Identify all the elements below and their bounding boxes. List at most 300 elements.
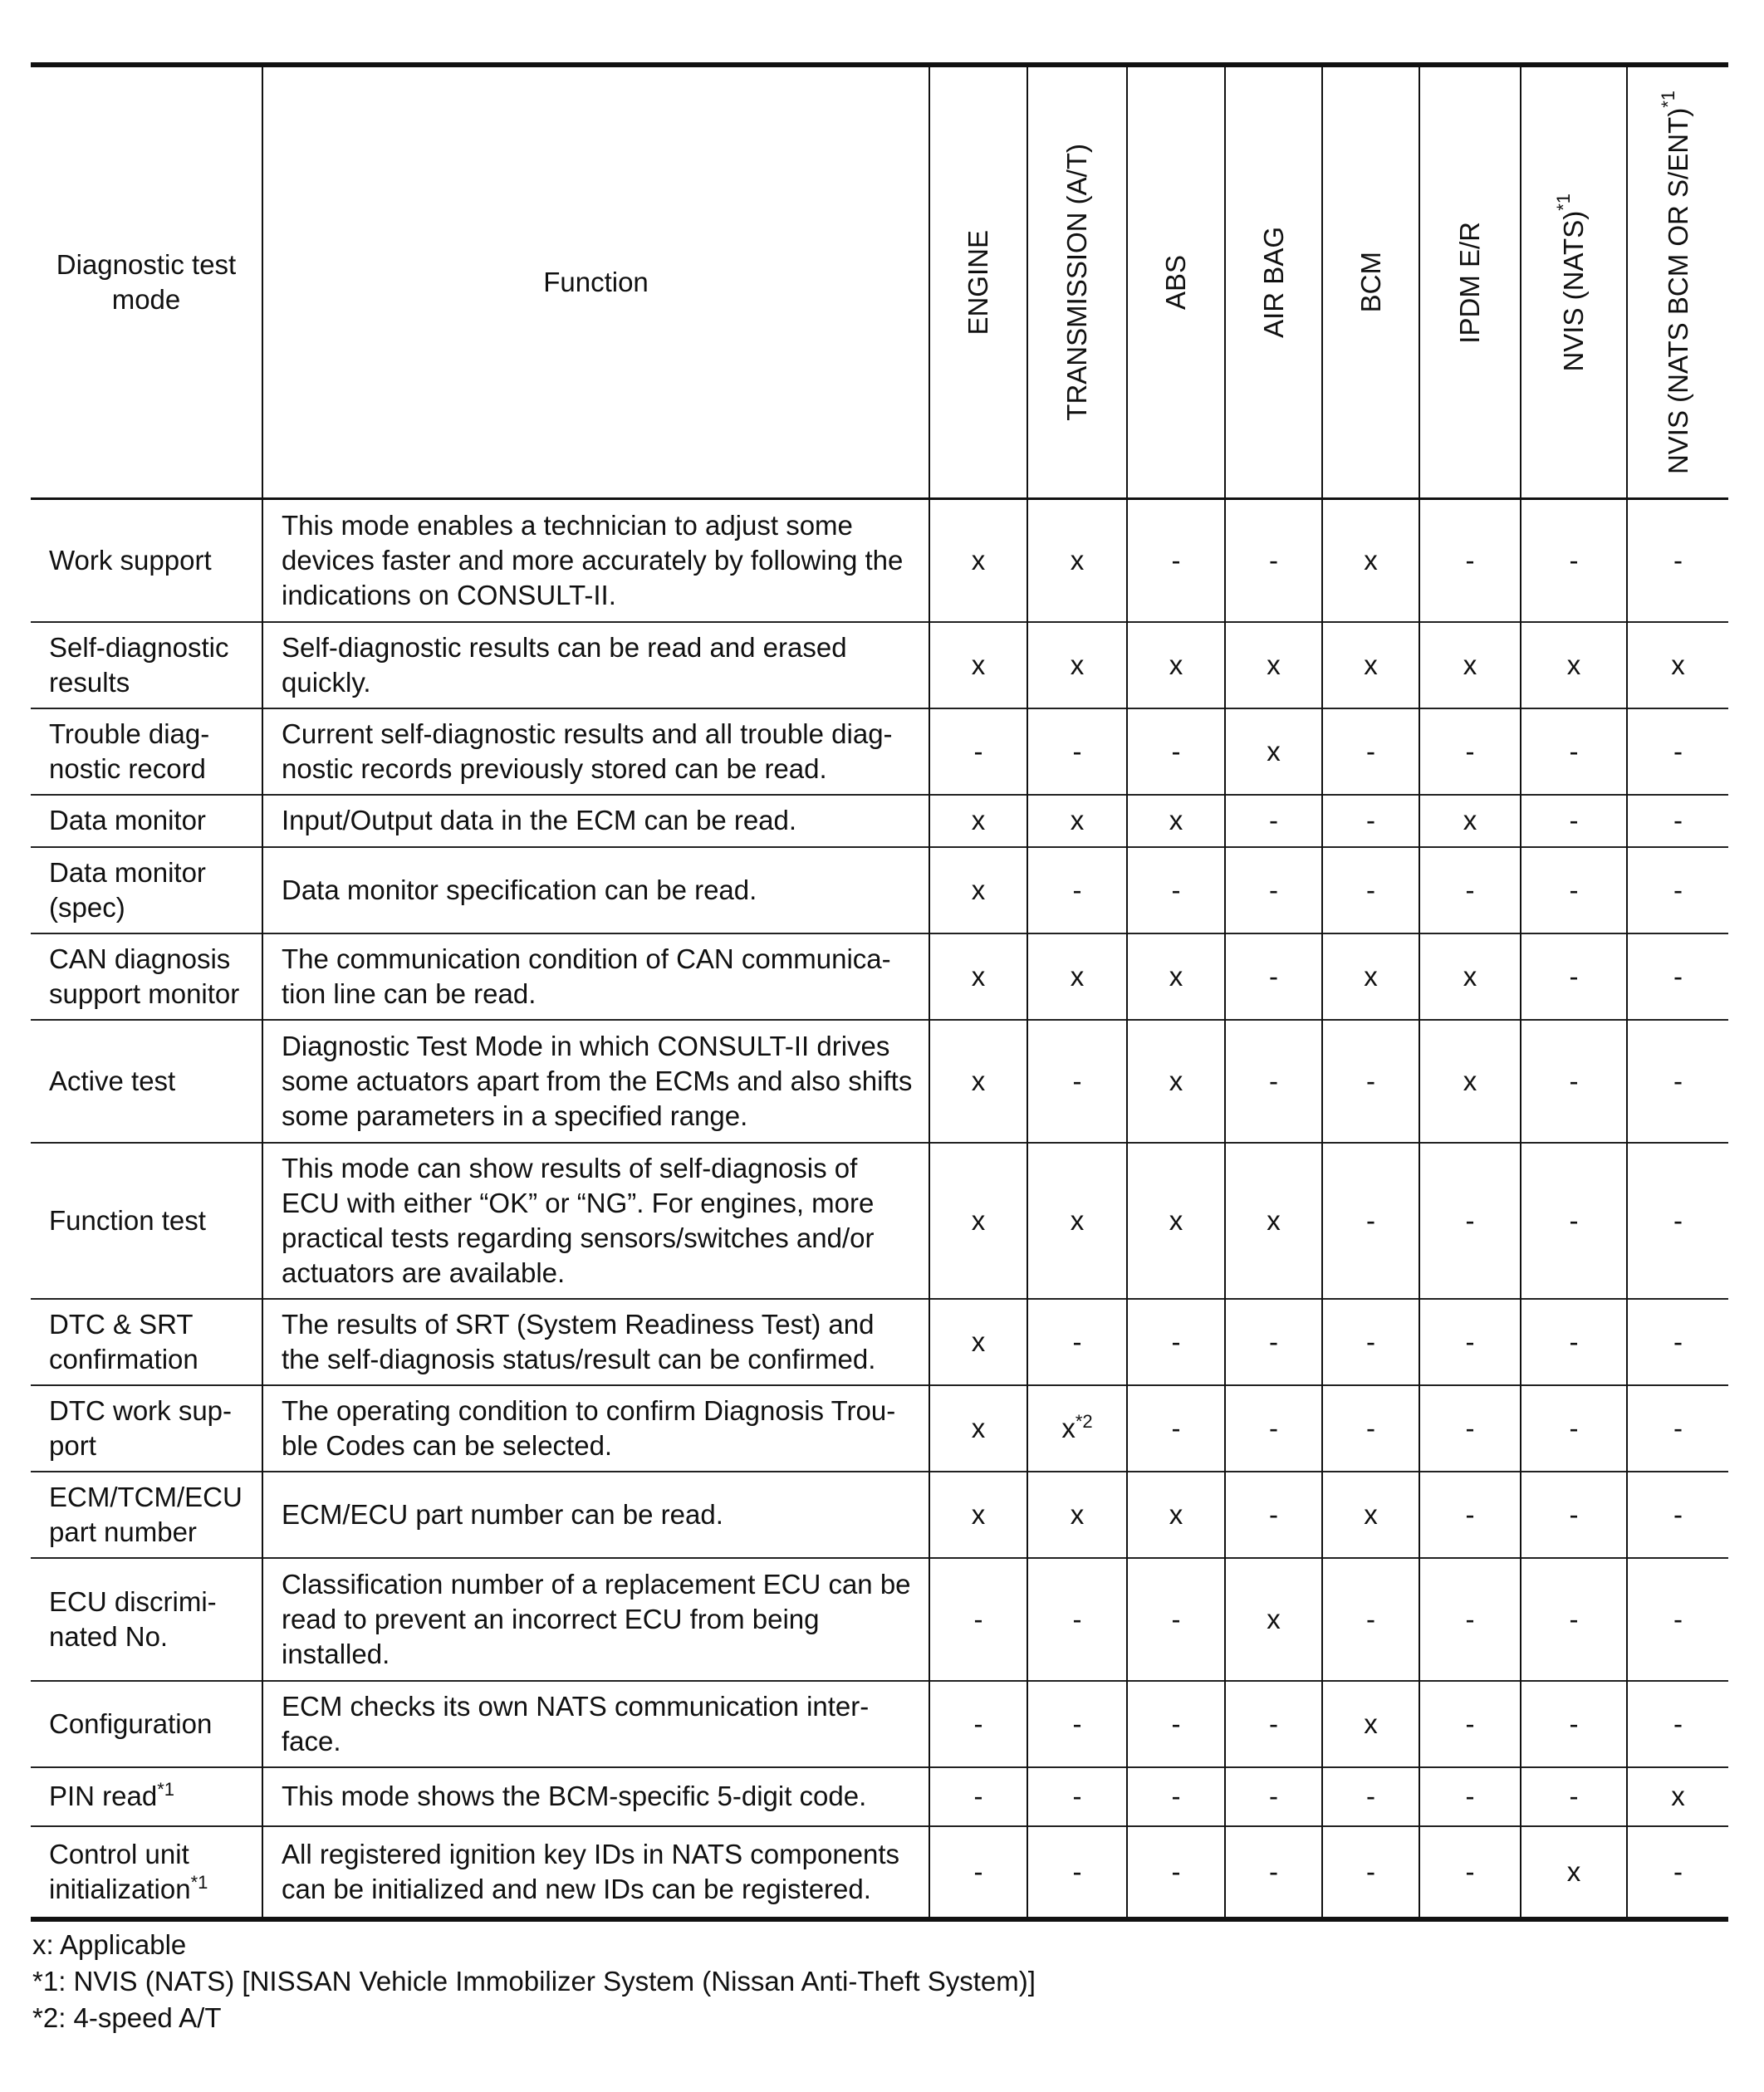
applicability-cell xyxy=(1521,1385,1627,1472)
applicability-mark: x xyxy=(971,1498,986,1530)
applicability-cell xyxy=(1027,1020,1127,1143)
applicability-cell xyxy=(1322,933,1419,1020)
diagnostic-mode-table xyxy=(31,62,1728,1922)
diagnostic-mode-cell xyxy=(31,1020,262,1143)
footnote-marker: *2 xyxy=(1075,1410,1093,1432)
applicability-cell xyxy=(1027,622,1127,708)
applicability-mark: - xyxy=(1465,1855,1475,1887)
applicability-mark: - xyxy=(1366,1855,1375,1887)
applicability-mark: - xyxy=(1171,874,1181,905)
applicability-cell xyxy=(1225,933,1322,1020)
applicability-mark: - xyxy=(1569,805,1579,835)
applicability-cell xyxy=(1419,1472,1521,1558)
header-label-wrap xyxy=(1628,67,1728,497)
document xyxy=(31,62,1728,2036)
footnotes xyxy=(31,1927,1728,2036)
footnote-marker: *1 xyxy=(190,1871,208,1893)
applicability-mark: - xyxy=(1569,1781,1579,1811)
header-label-wrap xyxy=(1521,67,1626,497)
applicability-cell xyxy=(1027,1767,1127,1826)
table-row xyxy=(31,499,1728,622)
applicability-cell xyxy=(1225,1681,1322,1767)
applicability-mark: - xyxy=(1072,735,1082,767)
applicability-cell xyxy=(1322,708,1419,795)
table-row xyxy=(31,1299,1728,1385)
diagnostic-mode-cell xyxy=(31,1558,262,1681)
applicability-mark: x xyxy=(1267,735,1281,767)
header-label-wrap xyxy=(1323,67,1419,497)
footnote-line: *2: 4-speed A/T xyxy=(32,2001,222,2033)
applicability-mark: - xyxy=(1673,1065,1683,1096)
applicability-mark: x xyxy=(1364,544,1378,576)
applicability-cell xyxy=(1127,1143,1225,1299)
applicability-mark: - xyxy=(1366,874,1375,905)
applicability-cell xyxy=(1627,1385,1728,1472)
applicability-cell xyxy=(1127,499,1225,622)
applicability-cell xyxy=(1627,499,1728,622)
applicability-mark: - xyxy=(1465,1781,1475,1811)
applicability-cell xyxy=(929,499,1027,622)
header-system-nvis-nats-bcm-or-s-ent xyxy=(1627,65,1728,499)
header-label-wrap xyxy=(1028,67,1126,497)
diagnostic-mode-cell xyxy=(31,847,262,933)
header-system-label xyxy=(1257,227,1291,338)
applicability-mark: x xyxy=(1671,1781,1685,1811)
applicability-mark: x xyxy=(971,1412,986,1443)
applicability-mark: - xyxy=(1673,735,1683,767)
applicability-cell xyxy=(1627,1020,1728,1143)
applicability-mark: x xyxy=(1364,1707,1378,1739)
function-cell: The operating condition to confirm Diagnosis Trou-ble Codes can be selected. xyxy=(262,1385,929,1472)
applicability-mark: - xyxy=(1465,1603,1475,1634)
applicability-mark: - xyxy=(1569,874,1579,905)
diagnostic-mode-cell xyxy=(31,795,262,847)
header-system-label xyxy=(1657,90,1696,475)
applicability-mark: - xyxy=(1171,1325,1181,1357)
table-row xyxy=(31,622,1728,708)
applicability-cell xyxy=(929,1143,1027,1299)
applicability-mark: - xyxy=(973,1603,983,1634)
diagnostic-mode-text: PIN read xyxy=(49,1781,158,1811)
applicability-cell xyxy=(1419,1143,1521,1299)
applicability-cell xyxy=(1225,1143,1322,1299)
applicability-mark: - xyxy=(1171,544,1181,576)
applicability-cell xyxy=(1322,795,1419,847)
applicability-cell xyxy=(929,1681,1027,1767)
diagnostic-mode-text: Configuration xyxy=(49,1707,213,1739)
diagnostic-mode-text: Self-diagnostic results xyxy=(49,631,229,698)
applicability-mark: x xyxy=(971,960,986,992)
table-row xyxy=(31,1681,1728,1767)
applicability-cell xyxy=(1322,1767,1419,1826)
applicability-mark: - xyxy=(973,1781,983,1811)
applicability-cell xyxy=(1419,933,1521,1020)
applicability-mark: - xyxy=(1673,960,1683,992)
diagnostic-mode-cell xyxy=(31,499,262,622)
diagnostic-mode-text: DTC & SRT confirmation xyxy=(49,1308,198,1374)
header-label-wrap xyxy=(1226,67,1321,497)
applicability-cell xyxy=(1225,499,1322,622)
header-system-text: ENGINE xyxy=(963,229,993,336)
header-system-text: BCM xyxy=(1355,252,1386,313)
applicability-cell xyxy=(929,1767,1027,1826)
applicability-cell xyxy=(1521,1472,1627,1558)
applicability-mark: - xyxy=(1269,1498,1278,1530)
diagnostic-mode-cell xyxy=(31,622,262,708)
applicability-mark: x xyxy=(1070,649,1085,680)
applicability-cell xyxy=(1419,708,1521,795)
applicability-mark: - xyxy=(1673,1707,1683,1739)
applicability-cell xyxy=(1027,1385,1127,1472)
header-system-abs xyxy=(1127,65,1225,499)
function-cell: Input/Output data in the ECM can be read. xyxy=(262,795,929,847)
applicability-mark: - xyxy=(973,735,983,767)
applicability-mark: - xyxy=(1569,1065,1579,1096)
applicability-cell xyxy=(1027,499,1127,622)
header-system-text: ABS xyxy=(1160,254,1191,311)
applicability-cell xyxy=(929,1299,1027,1385)
applicability-cell xyxy=(1419,795,1521,847)
footnote-marker: *1 xyxy=(1657,90,1678,108)
applicability-cell xyxy=(1027,1681,1127,1767)
applicability-cell xyxy=(1127,1299,1225,1385)
diagnostic-mode-text: ECM/TCM/ECU part number xyxy=(49,1481,243,1547)
header-system-air-bag xyxy=(1225,65,1322,499)
applicability-mark: - xyxy=(1673,1204,1683,1236)
header-system-label xyxy=(1060,144,1095,421)
applicability-cell xyxy=(929,795,1027,847)
header-system-engine xyxy=(929,65,1027,499)
applicability-cell xyxy=(1627,1767,1728,1826)
header-label-wrap xyxy=(930,67,1027,497)
applicability-cell xyxy=(1127,1472,1225,1558)
table-row xyxy=(31,1826,1728,1919)
applicability-mark: x xyxy=(971,874,986,905)
applicability-cell xyxy=(1127,1385,1225,1472)
applicability-cell xyxy=(1127,933,1225,1020)
applicability-mark: - xyxy=(1569,1603,1579,1634)
applicability-mark: x xyxy=(971,649,986,680)
function-cell: Self-diagnostic results can be read and erased quickly. xyxy=(262,622,929,708)
applicability-mark: x xyxy=(1267,1603,1281,1634)
header-system-text: NVIS (NATS BCM OR S/ENT) xyxy=(1662,107,1693,475)
applicability-cell xyxy=(1127,1681,1225,1767)
applicability-cell xyxy=(1419,1826,1521,1919)
applicability-mark: - xyxy=(1171,1412,1181,1443)
applicability-mark: x xyxy=(1070,1204,1085,1236)
applicability-mark: - xyxy=(1465,1204,1475,1236)
applicability-mark: x xyxy=(1267,649,1281,680)
header-system-ipdm-e-r xyxy=(1419,65,1521,499)
applicability-mark: - xyxy=(973,1707,983,1739)
applicability-cell xyxy=(929,847,1027,933)
applicability-cell xyxy=(1521,622,1627,708)
applicability-mark: x xyxy=(1169,1065,1183,1096)
header-label-wrap xyxy=(1420,67,1520,497)
applicability-mark: - xyxy=(1072,1065,1082,1096)
applicability-cell xyxy=(1322,847,1419,933)
applicability-mark: - xyxy=(1465,874,1475,905)
applicability-cell xyxy=(1521,795,1627,847)
diagnostic-mode-cell xyxy=(31,1767,262,1826)
applicability-mark: - xyxy=(1569,1412,1579,1443)
applicability-mark: x xyxy=(1671,649,1685,680)
applicability-cell xyxy=(1322,622,1419,708)
applicability-mark: - xyxy=(1171,1707,1181,1739)
header-system-label xyxy=(1159,255,1193,310)
header-system-nvis-nats xyxy=(1521,65,1627,499)
applicability-mark: - xyxy=(1366,1781,1375,1811)
applicability-mark: - xyxy=(1269,960,1278,992)
diagnostic-mode-text: Trouble diag-nostic record xyxy=(49,718,210,784)
applicability-cell xyxy=(1127,622,1225,708)
applicability-cell xyxy=(1627,708,1728,795)
applicability-cell xyxy=(1521,1681,1627,1767)
applicability-cell xyxy=(1521,1143,1627,1299)
applicability-mark: - xyxy=(1366,1603,1375,1634)
applicability-cell xyxy=(1521,1826,1627,1919)
applicability-mark: x xyxy=(971,805,986,835)
applicability-mark: - xyxy=(1673,805,1683,835)
applicability-mark: x xyxy=(971,544,986,576)
applicability-mark: x xyxy=(1169,805,1183,835)
applicability-cell xyxy=(1322,1299,1419,1385)
applicability-mark: x xyxy=(1267,1204,1281,1236)
applicability-mark: x xyxy=(1566,1855,1581,1887)
table-row xyxy=(31,933,1728,1020)
applicability-mark: - xyxy=(1465,1325,1475,1357)
applicability-mark: - xyxy=(1269,544,1278,576)
applicability-cell xyxy=(1127,1767,1225,1826)
applicability-mark: - xyxy=(1171,735,1181,767)
applicability-cell xyxy=(1419,847,1521,933)
function-cell: Current self-diagnostic results and all trouble diag-nostic records previously stored can be read. xyxy=(262,708,929,795)
applicability-cell xyxy=(1521,1558,1627,1681)
applicability-cell xyxy=(1027,847,1127,933)
applicability-mark: x xyxy=(1169,649,1183,680)
applicability-cell xyxy=(1521,708,1627,795)
applicability-cell xyxy=(1419,622,1521,708)
applicability-cell xyxy=(1225,847,1322,933)
applicability-cell xyxy=(1127,1826,1225,1919)
applicability-mark: - xyxy=(1366,1065,1375,1096)
applicability-cell xyxy=(929,622,1027,708)
applicability-cell xyxy=(1225,1767,1322,1826)
applicability-cell xyxy=(1225,1472,1322,1558)
applicability-mark: - xyxy=(1072,1781,1082,1811)
applicability-cell xyxy=(1225,1558,1322,1681)
applicability-cell xyxy=(1127,847,1225,933)
applicability-mark: - xyxy=(1569,1707,1579,1739)
diagnostic-mode-text: CAN diagnosis support monitor xyxy=(49,943,240,1009)
applicability-cell xyxy=(1521,933,1627,1020)
table-row xyxy=(31,1143,1728,1299)
applicability-cell xyxy=(1419,1385,1521,1472)
applicability-cell xyxy=(1627,1826,1728,1919)
applicability-mark: - xyxy=(1569,544,1579,576)
diagnostic-mode-text: Data monitor xyxy=(49,805,206,835)
applicability-mark: - xyxy=(1673,1412,1683,1443)
applicability-cell xyxy=(1419,1767,1521,1826)
diagnostic-mode-cell xyxy=(31,1299,262,1385)
applicability-mark: - xyxy=(1465,1707,1475,1739)
applicability-mark: - xyxy=(1569,1325,1579,1357)
applicability-mark: x xyxy=(1070,960,1085,992)
applicability-mark: x xyxy=(1169,1204,1183,1236)
applicability-cell xyxy=(929,708,1027,795)
applicability-cell xyxy=(1027,1143,1127,1299)
applicability-mark: x xyxy=(971,1065,986,1096)
applicability-mark: - xyxy=(1673,1603,1683,1634)
applicability-mark: - xyxy=(1171,1603,1181,1634)
table-row xyxy=(31,1767,1728,1826)
applicability-mark: x xyxy=(1169,960,1183,992)
applicability-mark: - xyxy=(1269,1707,1278,1739)
applicability-cell xyxy=(1322,499,1419,622)
function-cell: Diagnostic Test Mode in which CONSULT-II drives some actuators apart from the ECMs and also shifts some parameters in a specified range. xyxy=(262,1020,929,1143)
diagnostic-mode-cell xyxy=(31,1472,262,1558)
function-cell: ECM checks its own NATS communication inter-face. xyxy=(262,1681,929,1767)
table-row xyxy=(31,1558,1728,1681)
applicability-cell xyxy=(1521,1299,1627,1385)
table-row xyxy=(31,1385,1728,1472)
applicability-cell xyxy=(1322,1826,1419,1919)
applicability-mark: x xyxy=(1070,1498,1085,1530)
applicability-cell xyxy=(1225,1826,1322,1919)
applicability-mark: x xyxy=(1364,1498,1378,1530)
applicability-cell xyxy=(1127,795,1225,847)
applicability-cell xyxy=(1419,1299,1521,1385)
applicability-cell xyxy=(1225,622,1322,708)
applicability-cell xyxy=(1627,1299,1728,1385)
applicability-mark: - xyxy=(1673,1855,1683,1887)
diagnostic-mode-cell xyxy=(31,1681,262,1767)
applicability-mark: x xyxy=(1463,649,1477,680)
applicability-mark: x xyxy=(971,1325,986,1357)
applicability-mark: - xyxy=(1072,1855,1082,1887)
applicability-mark: x xyxy=(1364,649,1378,680)
applicability-cell xyxy=(929,1558,1027,1681)
applicability-mark: - xyxy=(1465,1498,1475,1530)
applicability-cell xyxy=(1322,1385,1419,1472)
applicability-mark: - xyxy=(1072,1603,1082,1634)
applicability-cell xyxy=(1419,1020,1521,1143)
footnote-line: x: Applicable xyxy=(32,1928,187,1960)
diagnostic-mode-text: ECU discrimi-nated No. xyxy=(49,1585,217,1652)
applicability-cell xyxy=(1521,847,1627,933)
applicability-cell xyxy=(1627,1681,1728,1767)
header-system-label xyxy=(1553,193,1591,372)
applicability-mark: - xyxy=(1465,735,1475,767)
diagnostic-mode-cell xyxy=(31,1385,262,1472)
applicability-cell xyxy=(1225,1020,1322,1143)
applicability-mark: - xyxy=(1269,1855,1278,1887)
applicability-cell xyxy=(929,1385,1027,1472)
applicability-cell xyxy=(1627,847,1728,933)
applicability-mark: - xyxy=(1569,735,1579,767)
applicability-mark: - xyxy=(1673,544,1683,576)
applicability-cell xyxy=(1419,1681,1521,1767)
applicability-cell xyxy=(1027,1472,1127,1558)
table-header-row xyxy=(31,65,1728,499)
applicability-mark: - xyxy=(1269,1065,1278,1096)
header-system-text: NVIS (NATS) xyxy=(1558,210,1589,372)
applicability-mark: - xyxy=(1366,805,1375,835)
diagnostic-mode-cell xyxy=(31,708,262,795)
applicability-mark: - xyxy=(1171,1855,1181,1887)
applicability-cell xyxy=(1322,1681,1419,1767)
applicability-cell xyxy=(1027,795,1127,847)
applicability-mark: - xyxy=(1465,1412,1475,1443)
footnote-marker: *1 xyxy=(157,1779,175,1800)
diagnostic-mode-cell xyxy=(31,1826,262,1919)
diagnostic-mode-text: Active test xyxy=(49,1065,176,1096)
applicability-mark: - xyxy=(1269,805,1278,835)
header-system-label xyxy=(1354,252,1389,312)
applicability-mark: x xyxy=(1070,544,1085,576)
applicability-cell xyxy=(929,933,1027,1020)
header-diagnostic-test-mode: Diagnostic test mode xyxy=(31,65,262,499)
diagnostic-mode-cell xyxy=(31,933,262,1020)
applicability-mark: x xyxy=(1463,1065,1477,1096)
applicability-mark: - xyxy=(1673,874,1683,905)
table-row xyxy=(31,1472,1728,1558)
function-cell: This mode can show results of self-diagnosis of ECU with either “OK” or “NG”. For engines, more practical tests regarding sensors/switches and/or actuators are available. xyxy=(262,1143,929,1299)
table-row xyxy=(31,847,1728,933)
diagnostic-mode-text: DTC work sup-port xyxy=(49,1394,233,1461)
applicability-mark: x xyxy=(1463,805,1477,835)
applicability-cell xyxy=(1521,1020,1627,1143)
header-label-wrap xyxy=(1128,67,1224,497)
header-system-label xyxy=(1453,222,1487,344)
applicability-mark: - xyxy=(1269,1781,1278,1811)
applicability-cell xyxy=(1127,708,1225,795)
applicability-mark: - xyxy=(1366,1325,1375,1357)
applicability-cell xyxy=(1322,1472,1419,1558)
applicability-cell xyxy=(1027,1826,1127,1919)
applicability-mark: x xyxy=(1070,805,1085,835)
diagnostic-mode-cell xyxy=(31,1143,262,1299)
footnote-line: *1: NVIS (NATS) [NISSAN Vehicle Immobilizer System (Nissan Anti-Theft System)] xyxy=(32,1965,1036,1996)
table-row xyxy=(31,795,1728,847)
applicability-cell xyxy=(929,1826,1027,1919)
applicability-cell xyxy=(1521,1767,1627,1826)
applicability-cell xyxy=(1627,1143,1728,1299)
table-row xyxy=(31,708,1728,795)
table-row xyxy=(31,1020,1728,1143)
applicability-cell xyxy=(1322,1143,1419,1299)
diagnostic-mode-text: Work support xyxy=(49,544,212,576)
applicability-cell xyxy=(1225,795,1322,847)
applicability-mark: - xyxy=(1569,1498,1579,1530)
applicability-cell xyxy=(1627,1472,1728,1558)
applicability-cell xyxy=(1322,1020,1419,1143)
header-function: Function xyxy=(262,65,929,499)
applicability-mark: - xyxy=(1269,1412,1278,1443)
applicability-mark: - xyxy=(1072,874,1082,905)
header-system-text: IPDM E/R xyxy=(1454,221,1485,344)
applicability-mark: - xyxy=(1072,1325,1082,1357)
applicability-mark: - xyxy=(1569,960,1579,992)
applicability-mark: x xyxy=(971,1204,986,1236)
applicability-mark: - xyxy=(1366,1204,1375,1236)
applicability-cell xyxy=(929,1020,1027,1143)
header-system-text: TRANSMISSION (A/T) xyxy=(1061,144,1092,421)
diagnostic-mode-text: Data monitor (spec) xyxy=(49,856,206,923)
applicability-mark: - xyxy=(973,1855,983,1887)
applicability-cell xyxy=(1225,1385,1322,1472)
applicability-cell xyxy=(1322,1558,1419,1681)
